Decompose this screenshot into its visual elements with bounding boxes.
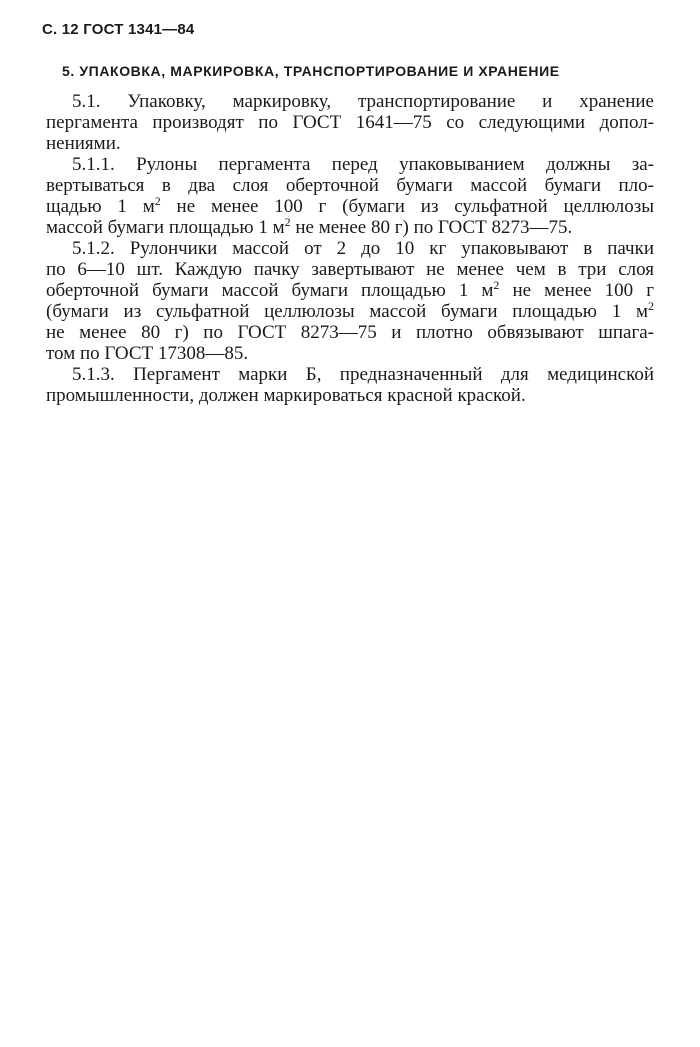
paragraph-5-1-2 (46, 238, 654, 364)
text-span: 5.1.2. Рулончики массой от 2 до 10 кг упаковывают в пачки (72, 238, 654, 259)
text-line (46, 154, 654, 175)
text-line: по 6—10 шт. Каждую пачку завертывают не менее чем в три слоя (46, 259, 654, 280)
paragraph-5-1-1 (46, 154, 654, 238)
text-line: вертываться в два слоя оберточной бумаги массой бумаги пло- (46, 175, 654, 196)
text-line (46, 280, 654, 301)
superscript: 2 (284, 215, 291, 229)
text-line (46, 364, 654, 385)
text-line: промышленности, должен маркироваться красной краской. (46, 385, 526, 406)
superscript: 2 (648, 299, 654, 313)
text-span: 5.1. Упаковку, маркировку, транспортирование и хранение (72, 91, 654, 112)
text-line (46, 91, 654, 112)
text-span: оберточной бумаги массой бумаги площадью 1 м (46, 280, 494, 301)
text-span: массой бумаги площадью 1 м (46, 217, 285, 238)
text-span: 5.1.1. Рулоны пергамента перед упаковыванием должны за- (72, 154, 654, 175)
page-header: С. 12 ГОСТ 1341—84 (42, 21, 195, 38)
superscript: 2 (493, 278, 500, 292)
text-line (46, 196, 654, 217)
section-title: 5. УПАКОВКА, МАРКИРОВКА, ТРАНСПОРТИРОВАНИЕ И ХРАНЕНИЕ (62, 63, 560, 79)
text-line: нениями. (46, 133, 121, 154)
text-line: пергамента производят по ГОСТ 1641—75 со следующими допол- (46, 112, 654, 133)
text-line (46, 238, 654, 259)
text-span: щадью 1 м (46, 196, 155, 217)
text-span: не менее 100 г (499, 280, 654, 301)
text-span: не менее 80 г) по ГОСТ 8273—75. (290, 217, 573, 238)
paragraph-5-1 (46, 91, 654, 154)
document-body (46, 91, 654, 406)
paragraph-5-1-3 (46, 364, 654, 406)
text-line (46, 217, 654, 238)
text-span: 5.1.3. Пергамент марки Б, предназначенный для медицинской (72, 364, 654, 385)
text-span: не менее 100 г (бумаги из сульфатной целлюлозы (160, 196, 654, 217)
text-line: том по ГОСТ 17308—85. (46, 343, 249, 364)
text-line: не менее 80 г) по ГОСТ 8273—75 и плотно обвязывают шпага- (46, 322, 654, 343)
superscript: 2 (154, 194, 161, 208)
text-span: (бумаги из сульфатной целлюлозы массой бумаги площадью 1 м (46, 301, 648, 322)
text-line (46, 301, 654, 322)
